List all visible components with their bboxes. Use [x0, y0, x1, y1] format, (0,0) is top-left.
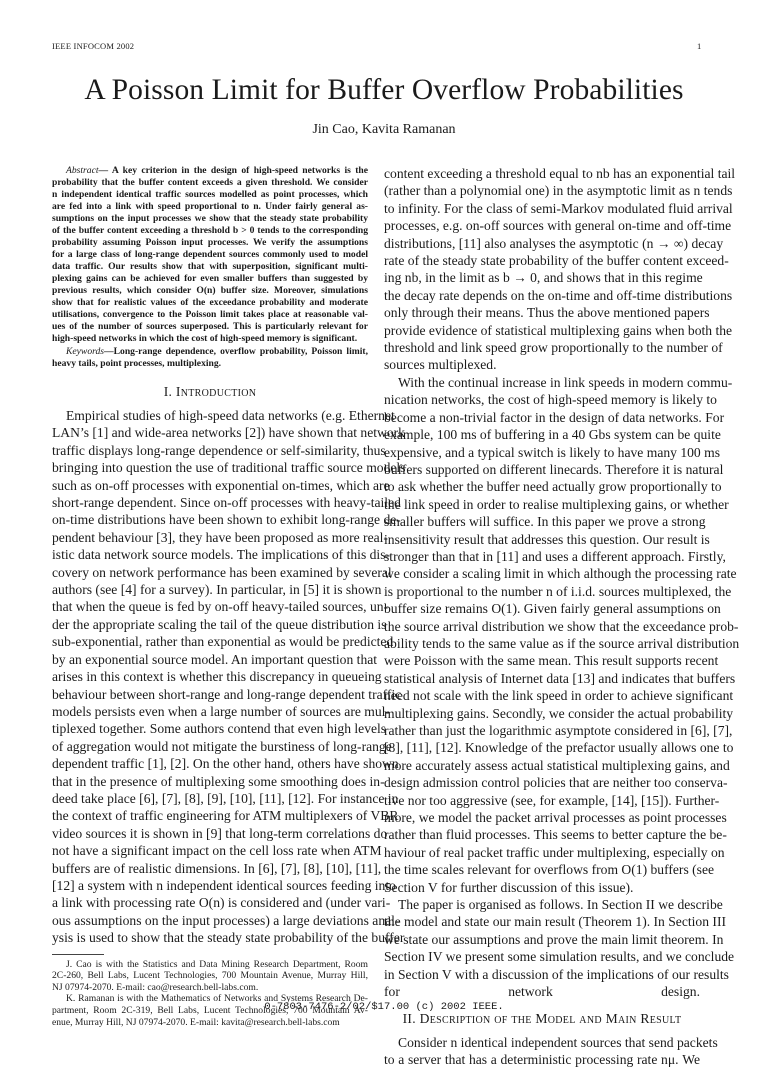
body-line: buffers supported on different linecards. Therefore it is natural: [384, 461, 700, 478]
author-footnotes: [52, 959, 368, 1029]
body-line: such as on-off processes with exponential on-times, which are: [52, 477, 368, 494]
body-line: by an exponential source model. An important question that: [52, 651, 368, 668]
footnote-line: 2C-260, Bell Labs, Lucent Technologies, 700 Mountain Avenue, Murray Hill,: [52, 970, 368, 982]
body-line: pendent behaviour [3], they have been proposed as more real-: [52, 529, 368, 546]
body-line: stronger than that in [11] and uses a different approach. Firstly,: [384, 548, 700, 565]
abstract-line: utilisations, convergence to the Poisson limit takes place at reasonable val-: [52, 309, 368, 321]
body-line: a link with processing rate O(n) is considered and (under vari-: [52, 894, 368, 911]
body-line: istic data network source models. The implications of this dis-: [52, 546, 368, 563]
body-line: design admission control policies that are neither too conserva-: [384, 774, 700, 791]
body-line: example, 100 ms of buffering in a 40 Gbs system can be quite: [384, 426, 700, 443]
body-line: multiplexing gains. Secondly, we consider the actual probability: [384, 705, 700, 722]
body-line: more, we model the packet arrival processes as point processes: [384, 809, 700, 826]
body-line: ous assumptions on the input processes) a large deviations anal-: [52, 912, 368, 929]
body-line: sub-exponential, rather than exponential as would be predicted: [52, 633, 368, 650]
body-line: LAN’s [1] and wide-area networks [2]) have shown that network: [52, 424, 368, 441]
body-line: for network design.: [384, 983, 700, 1000]
body-line: [8], [11], [12]. Knowledge of the prefactor usually allows one to: [384, 739, 700, 756]
footnote-rule: [52, 954, 104, 955]
body-line: we state our assumptions and prove the main limit theorem. In: [384, 931, 700, 948]
body-line: to ask whether the buffer need actually grow proportionally to: [384, 478, 700, 495]
keywords-label: Keywords: [66, 346, 104, 357]
body-line: Consider n identical independent sources that send packets: [384, 1034, 700, 1051]
body-line: threshold and link speed grow proportionally to the number of: [384, 339, 700, 356]
body-line: that in the presence of multiplexing some smoothing does in-: [52, 773, 368, 790]
abstract-line: plexing gains can be achieved for even smaller buffers than suggested by: [52, 273, 368, 285]
model-section-text: [384, 1034, 700, 1068]
body-line: smaller buffers will suffice. In this paper we prove a strong: [384, 513, 700, 530]
body-line: statistical analysis of Internet data [13] and indicates that buffers: [384, 670, 700, 687]
body-line: is proportional to the number n of i.i.d. sources multiplexed, the: [384, 583, 700, 600]
body-line: ysis is used to show that the steady state probability of the buffer: [52, 929, 368, 946]
body-line: expensive, and a typical switch is likely to have many 100 ms: [384, 444, 700, 461]
body-line: only through their means. Thus the above mentioned papers: [384, 304, 700, 321]
body-line: insensitivity result that addresses this question. Our result is: [384, 531, 700, 548]
abstract-line: [52, 165, 368, 177]
copyright-footer: 0-7803-7476-2/02/$17.00 (c) 2002 IEEE.: [0, 1001, 768, 1013]
abstract-line: show that for realistic values of the exceedance probability and moderate: [52, 297, 368, 309]
body-line: the source arrival distribution we show that the exceedance prob-: [384, 618, 700, 635]
body-line: of aggregation would not mitigate the burstiness of long-range: [52, 738, 368, 755]
body-line: provide evidence of statistical multiplexing gains when both the: [384, 322, 700, 339]
body-line: covery on network performance has been examined by several: [52, 564, 368, 581]
body-line: ing nb, in the limit as b → 0, and shows that in this regime: [384, 269, 700, 286]
body-line: buffer size remains O(1). Given fairly general assumptions on: [384, 600, 700, 617]
running-header-venue: IEEE INFOCOM 2002: [52, 41, 134, 51]
body-line: arises in this context is whether this discrepancy in queueing: [52, 668, 368, 685]
paper-authors: Jin Cao, Kavita Ramanan: [0, 122, 768, 138]
body-line: nication networks, the cost of high-speed memory is likely to: [384, 391, 700, 408]
body-line: deed take place [6], [7], [8], [9], [10], [11], [12]. For instance in: [52, 790, 368, 807]
body-line: bringing into question the use of traditional traffic source models: [52, 459, 368, 476]
body-line: rather than fluid processes. This seems to better capture the be-: [384, 826, 700, 843]
footnote-line: NJ 07974-2070. E-mail: cao@research.bell-labs.com.: [52, 982, 368, 994]
body-line: rather than just the logarithmic asymptote considered in [6], [7],: [384, 722, 700, 739]
footnote-line: K. Ramanan is with the Mathematics of Networks and Systems Research De-: [52, 993, 368, 1005]
body-line: distributions, [11] also analyses the asymptotic (n → ∞) decay: [384, 235, 700, 252]
abstract: [52, 165, 368, 345]
keywords: [52, 346, 368, 370]
body-line: sources multiplexed.: [384, 356, 700, 373]
body-line: video sources it is shown in [9] that long-term correlations do: [52, 825, 368, 842]
body-line: were Poisson with the same mean. This result supports recent: [384, 652, 700, 669]
abstract-line: probability that the buffer content exceeds a given threshold. We consider: [52, 177, 368, 189]
abstract-line: are fed into a link with speed proportional to n. Under fairly general as-: [52, 201, 368, 213]
body-line: models persists even when a large number of sources are mul-: [52, 703, 368, 720]
page-number: 1: [697, 41, 701, 51]
keywords-line: [52, 346, 368, 358]
body-line: more accurately assess actual statistical multiplexing gains, and: [384, 757, 700, 774]
footnote-line: partment, Room 2C-319, Bell Labs, Lucent Technologies, 700 Mountain Av-: [52, 1005, 368, 1017]
abstract-line: sumptions on the input processes we show that the steady state probability: [52, 213, 368, 225]
abstract-line: of the buffer content exceeding a threshold b > 0 tends to the corresponding: [52, 225, 368, 237]
body-line: (rather than a polynomial one) in the asymptotic limit as n tends: [384, 182, 700, 199]
body-line: Section IV we present some simulation results, and we conclude: [384, 948, 700, 965]
body-line: the decay rate depends on the on-time and off-time distributions: [384, 287, 700, 304]
abstract-line: n independent identical traffic sources modelled as point processes, which: [52, 189, 368, 201]
keywords-line: heavy tails, point processes, multiplexing.: [52, 358, 368, 370]
body-line: rate of the steady state probability of the buffer content exceed-: [384, 252, 700, 269]
abstract-line: data traffic. Our results show that with superposition, significant multi-: [52, 261, 368, 273]
body-line: haviour of real packet traffic under multiplexing, especially on: [384, 844, 700, 861]
abstract-line: for a large class of long-range dependent sources commonly used to model: [52, 249, 368, 261]
section-heading-model: II. Description of the Model and Main Result: [384, 1010, 700, 1028]
body-line: traffic displays long-range dependence or self-similarity, thus: [52, 442, 368, 459]
right-column: [384, 165, 700, 1068]
body-line: authors (see [4] for a survey). In particular, in [5] it is shown: [52, 581, 368, 598]
body-line: that when the queue is fed by on-off heavy-tailed sources, un-: [52, 598, 368, 615]
body-line: in Section V with a discussion of the implications of our results: [384, 966, 700, 983]
paper-title: A Poisson Limit for Buffer Overflow Probabilities: [0, 74, 768, 107]
body-line: dependent traffic [1], [2]. On the other hand, others have shown: [52, 755, 368, 772]
abstract-line: previous results, which consider O(n) buffer size. Moreover, simulations: [52, 285, 368, 297]
body-line: With the continual increase in link speeds in modern commu-: [384, 374, 700, 391]
body-line: Section V for further discussion of this issue).: [384, 879, 700, 896]
body-line: [12] a system with n independent identical sources feeding into: [52, 877, 368, 894]
keywords-text: —Long-range dependence, overflow probability, Poisson limit,: [104, 346, 368, 357]
body-line: become a non-trivial factor in the design of data networks. For: [384, 409, 700, 426]
body-line: short-range dependent. Since on-off processes with heavy-tailed: [52, 494, 368, 511]
body-line: tiplexed together. Some authors contend that even high levels: [52, 720, 368, 737]
body-line: processes, e.g. on-off sources with general on-time and off-time: [384, 217, 700, 234]
body-line: The paper is organised as follows. In Section II we describe: [384, 896, 700, 913]
body-line: on-time distributions have been shown to exhibit long-range de-: [52, 511, 368, 528]
body-line: need not scale with the link speed in order to achieve significant: [384, 687, 700, 704]
body-line: behaviour between short-range and long-range dependent traffic: [52, 686, 368, 703]
body-line: to a server that has a deterministic processing rate nμ. We: [384, 1051, 700, 1068]
body-line: the context of traffic engineering for ATM multiplexers of VBR: [52, 807, 368, 824]
left-column: [52, 165, 368, 1028]
body-line: the model and state our main result (Theorem 1). In Section III: [384, 913, 700, 930]
introduction-text: [52, 407, 368, 947]
body-line: buffers are of realistic dimensions. In [6], [7], [8], [10], [11],: [52, 860, 368, 877]
abstract-text: — A key criterion in the design of high-speed networks is the: [99, 165, 368, 176]
body-line: content exceeding a threshold equal to nb has an exponential tail: [384, 165, 700, 182]
body-line: der the appropriate scaling the tail of the queue distribution is: [52, 616, 368, 633]
body-line: we consider a scaling limit in which although the processing rate: [384, 565, 700, 582]
section-heading-introduction: I. Introduction: [52, 383, 368, 401]
body-line: ability tends to the same value as if the source arrival distribution: [384, 635, 700, 652]
body-line: the time scales relevant for overflows from O(1) buffers (see: [384, 861, 700, 878]
body-line: Empirical studies of high-speed data networks (e.g. Ethernet: [52, 407, 368, 424]
body-line: tive nor too aggressive (see, for example, [14], [15]). Further-: [384, 792, 700, 809]
abstract-line: probability assuming Poisson input processes. We verify the assumptions: [52, 237, 368, 249]
body-line: not have a significant impact on the cell loss rate when ATM: [52, 842, 368, 859]
introduction-text-continued: [384, 165, 700, 1001]
abstract-label: Abstract: [66, 165, 99, 176]
body-line: the link speed in order to realise multiplexing gains, or whether: [384, 496, 700, 513]
footnote-line: enue, Murray Hill, NJ 07974-2070. E-mail: kavita@research.bell-labs.com: [52, 1017, 368, 1029]
abstract-line: ues of the number of sources superposed. This is particularly relevant for: [52, 321, 368, 333]
footnote-line: J. Cao is with the Statistics and Data Mining Research Department, Room: [52, 959, 368, 971]
body-line: to infinity. For the class of semi-Markov modulated fluid arrival: [384, 200, 700, 217]
abstract-line: high-speed networks in which the cost of high-speed memory is significant.: [52, 333, 368, 345]
